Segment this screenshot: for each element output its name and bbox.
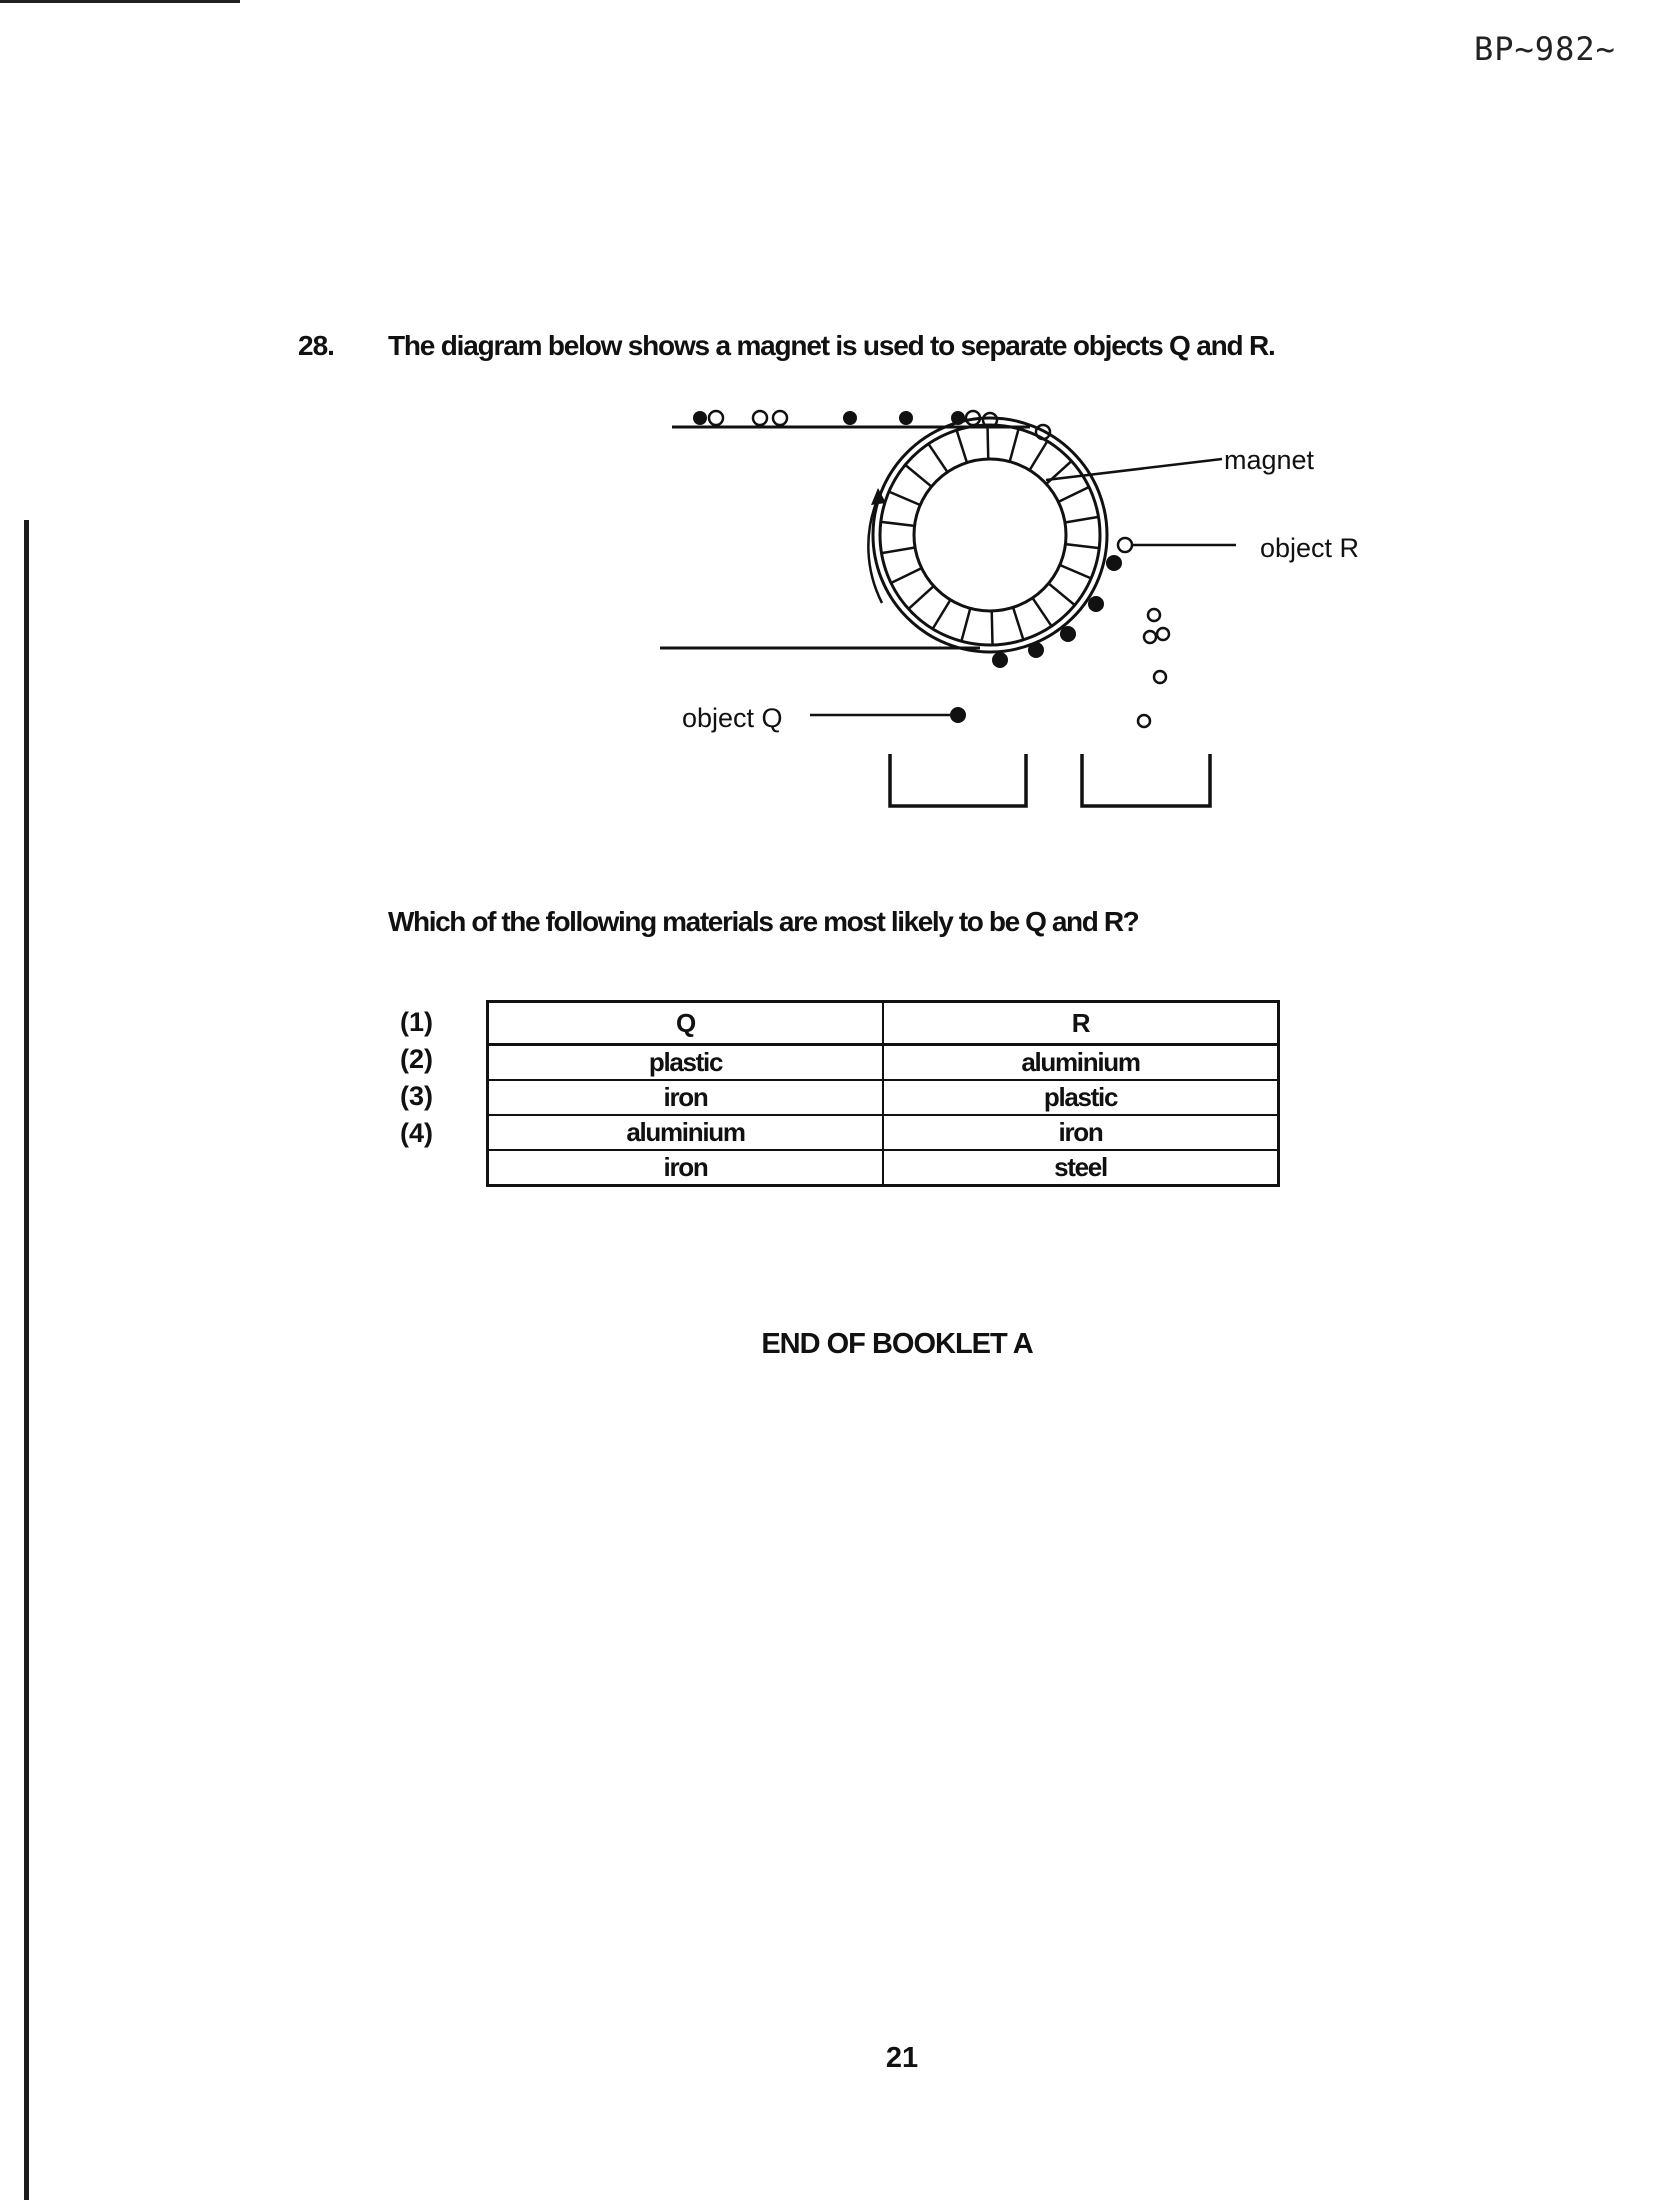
magnet-label: magnet <box>1224 445 1315 475</box>
object-r-dot <box>1154 671 1166 683</box>
object-r-dot <box>709 411 723 425</box>
magnetic-separator-diagram <box>0 0 1654 900</box>
answer-table <box>486 1000 1280 1187</box>
magnet-segment-divider <box>891 568 922 583</box>
column-header-r: R <box>883 1002 1279 1045</box>
magnet-segment-divider <box>1010 429 1019 462</box>
option-numbers <box>400 1004 450 1152</box>
magnet-segment-divider <box>909 586 934 609</box>
magnet-segment-divider <box>882 548 916 554</box>
object-r-dot <box>1157 628 1169 640</box>
magnet-segment-divider <box>992 611 993 645</box>
object-r-label: object R <box>1260 533 1360 563</box>
magnet-segment-divider <box>905 465 931 487</box>
object-r-dot <box>1144 631 1156 643</box>
magnet-segment-divider <box>1058 487 1089 502</box>
object-q-dot <box>1028 642 1044 658</box>
magnetic-roller <box>873 418 1107 652</box>
object-q-dot <box>843 411 857 425</box>
cell-r: steel <box>883 1150 1279 1186</box>
cell-r: plastic <box>883 1080 1279 1115</box>
option-number: (4) <box>400 1118 433 1148</box>
option-number: (3) <box>400 1081 433 1111</box>
object-q-dot <box>951 411 965 425</box>
object-q-pointer-dot <box>950 707 966 723</box>
cell-r: iron <box>883 1115 1279 1150</box>
magnet-segment-divider <box>1065 544 1099 548</box>
cell-q: plastic <box>488 1045 884 1081</box>
question-text: The diagram below shows a magnet is used to separate objects Q and R. <box>388 330 1275 361</box>
magnet-segment-divider <box>881 522 915 526</box>
cell-q: aluminium <box>488 1115 884 1150</box>
magnet-segment-divider <box>987 425 988 459</box>
magnet-segment-divider <box>1013 607 1023 639</box>
object-r-dot <box>1148 609 1160 621</box>
magnet-segment-divider <box>1033 598 1052 626</box>
magnet-segment-divider <box>1030 441 1048 470</box>
cell-q: iron <box>488 1080 884 1115</box>
object-q-dot <box>992 652 1008 668</box>
object-q-dot <box>1106 555 1122 571</box>
option-number: (1) <box>400 1007 433 1037</box>
magnet-segment-divider <box>928 444 947 472</box>
column-header-q: Q <box>488 1002 884 1045</box>
rotation-arrow-head <box>871 488 886 505</box>
object-r-dot <box>753 411 767 425</box>
magnet-segment-divider <box>957 430 967 462</box>
bin-for-r <box>1082 754 1210 806</box>
object-r-dot <box>773 411 787 425</box>
question-prompt: Which of the following materials are most likely to be Q and R? <box>388 906 1139 937</box>
roller-inner-ring <box>914 459 1066 611</box>
table-row <box>488 1115 1279 1150</box>
page-number: 21 <box>885 2042 919 2074</box>
magnet-segment-divider <box>1049 583 1075 605</box>
cell-r: aluminium <box>883 1045 1279 1081</box>
magnet-segment-divider <box>1065 517 1099 523</box>
magnet-segment-divider <box>933 600 951 629</box>
end-of-booklet-text: END OF BOOKLET A <box>761 1328 1033 1360</box>
object-r-dot <box>1138 715 1150 727</box>
object-q-dot <box>693 411 707 425</box>
falling-objects <box>1118 538 1169 727</box>
cell-q: iron <box>488 1150 884 1186</box>
table-header-row <box>488 1002 1279 1045</box>
question-number: 28. <box>298 330 334 361</box>
object-r-pointer-dot <box>1118 538 1132 552</box>
table-row <box>488 1045 1279 1081</box>
magnet-segment-divider <box>961 608 970 641</box>
object-q-dot <box>899 411 913 425</box>
paper-code: BP~982~ <box>1474 30 1616 68</box>
option-number: (2) <box>400 1044 433 1074</box>
magnet-segment-divider <box>889 492 920 505</box>
object-q-dot <box>1088 596 1104 612</box>
table-row <box>488 1150 1279 1186</box>
object-q-label: object Q <box>682 703 783 733</box>
table-row <box>488 1080 1279 1115</box>
magnet-segment-divider <box>1060 565 1091 578</box>
objects-on-belt <box>693 411 1050 439</box>
object-q-dot <box>1060 626 1076 642</box>
bin-for-q <box>890 754 1026 806</box>
